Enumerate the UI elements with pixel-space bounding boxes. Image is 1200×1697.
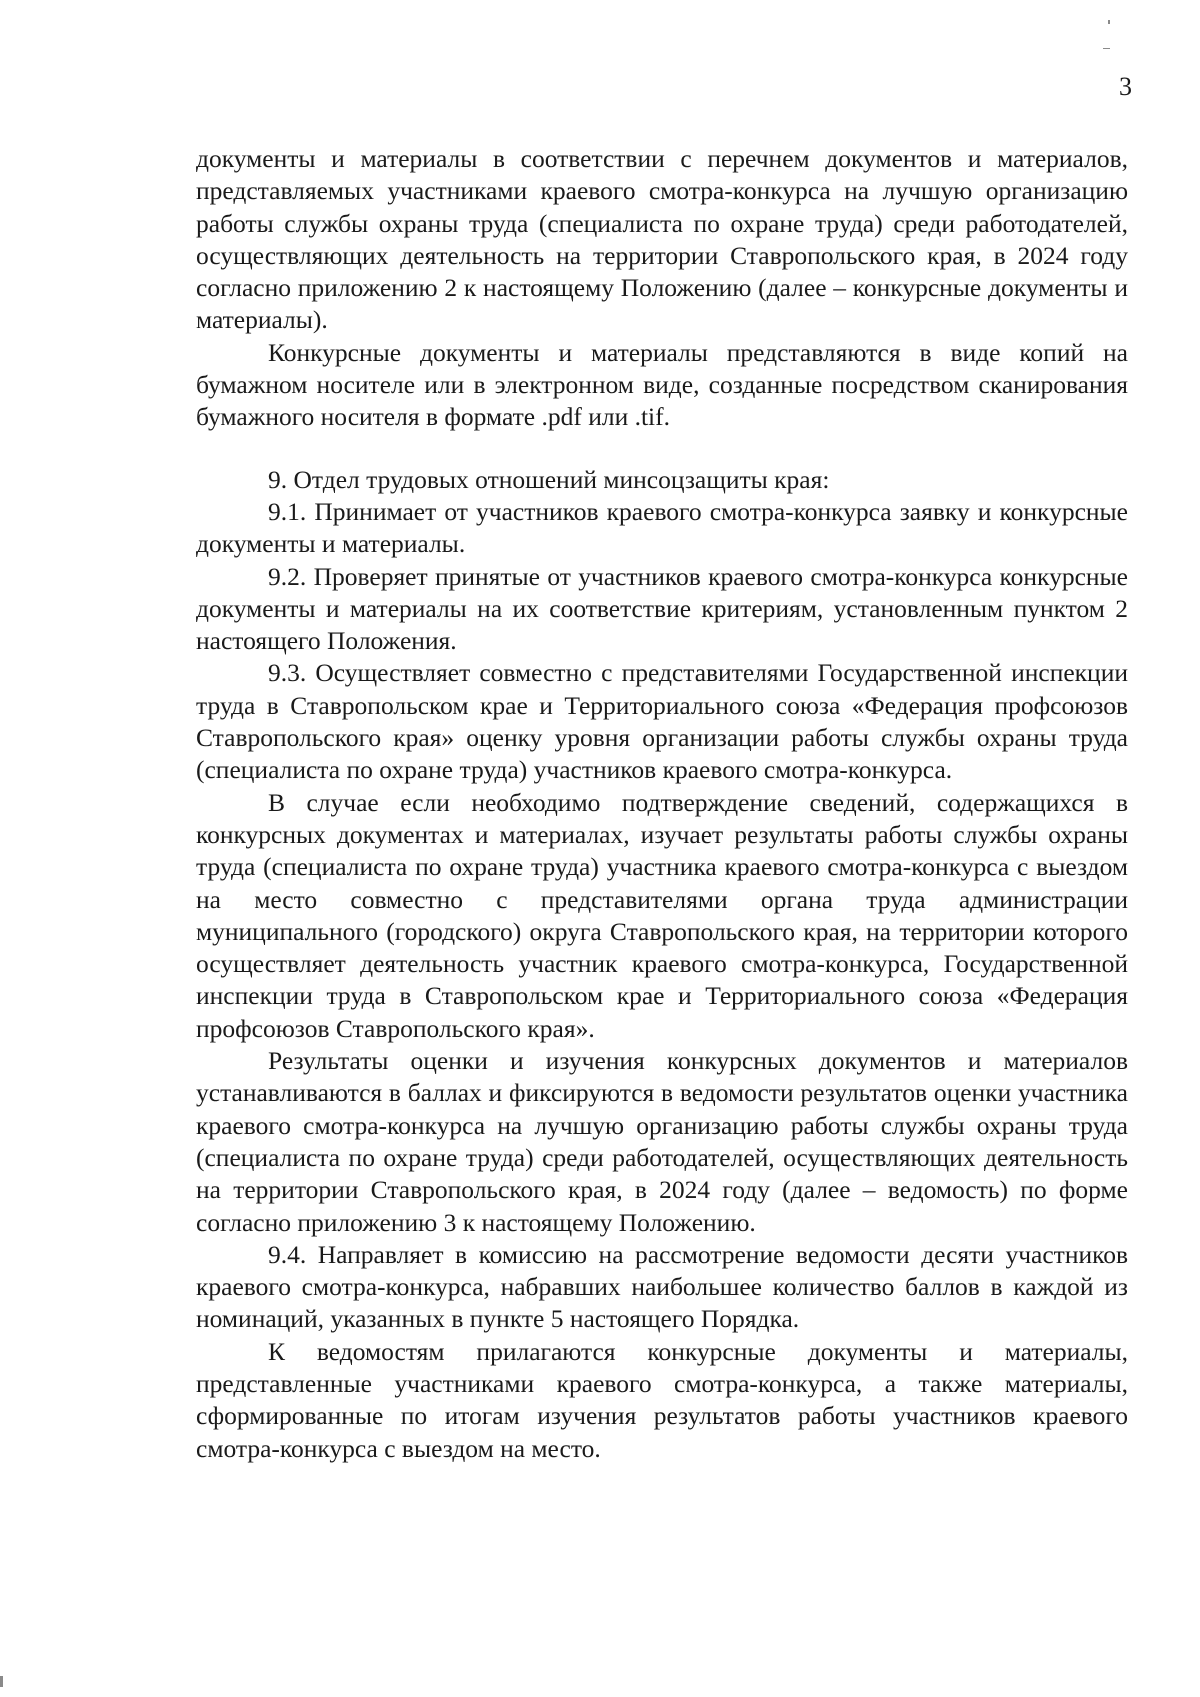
- paragraph-submission-format: Конкурсные документы и материалы представляются в виде копий на бумажном носителе или в электронном виде, созданные посредством сканирования бумажного носителя в формате .pdf или .tif.: [196, 337, 1128, 432]
- paragraph-site-visit: В случае если необходимо подтверждение сведений, содержащихся в конкурсных документах и материалах, изучает результаты работы службы охраны труда (специалиста по охране труда) участника краевого смотра-конкурса с выездом на место совместно с представителями органа труда администрации муниципального (городского) округа Ставропольского края, на территории которого осуществляет деятельность участник краевого смотра-конкурса, Государственной инспекции труда в Ставропольском крае и Территориального союза «Федерация профсоюзов Ставропольского края».: [196, 787, 1128, 1043]
- scan-speck: [1108, 20, 1110, 24]
- scan-speck: [1103, 48, 1110, 49]
- paragraph-9-2: 9.2. Проверяет принятые от участников краевого смотра-конкурса конкурсные документы и материалы на их соответствие критериям, установленным пунктом 2 настоящего Положения.: [196, 561, 1128, 656]
- paragraph-9-1: 9.1. Принимает от участников краевого смотра-конкурса заявку и конкурсные документы и материалы.: [196, 496, 1128, 559]
- paragraph-continuation: документы и материалы в соответствии с перечнем документов и материалов, представляемых участниками краевого смотра-конкурса на лучшую организацию работы службы охраны труда (специалиста по охране труда) среди работодателей, осуществляющих деятельность на территории Ставропольского края, в 2024 году согласно приложению 2 к настоящему Положению (далее – конкурсные документы и материалы).: [196, 144, 1128, 335]
- paragraph-attachments: К ведомостям прилагаются конкурсные документы и материалы, представленные участниками краевого смотра-конкурса, а также материалы, сформированные по итогам изучения результатов работы участников краевого смотра-конкурса с выездом на место.: [196, 1336, 1128, 1463]
- page-number: 3: [1119, 72, 1132, 101]
- paragraph-9-4: 9.4. Направляет в комиссию на рассмотрение ведомости десяти участников краевого смотра-конкурса, набравших наибольшее количество баллов в каждой из номинаций, указанных в пункте 5 настоящего Порядка.: [196, 1239, 1128, 1334]
- paragraph-section-9-heading: 9. Отдел трудовых отношений минсоцзащиты края:: [268, 464, 830, 494]
- document-body: [196, 143, 1128, 1465]
- scan-speck: [0, 1676, 3, 1687]
- paragraph-scoring: Результаты оценки и изучения конкурсных документов и материалов устанавливаются в баллах и фиксируются в ведомости результатов оценки участника краевого смотра-конкурса на лучшую организацию работы службы охраны труда (специалиста по охране труда) среди работодателей, осуществляющих деятельность на территории Ставропольского края, в 2024 году (далее – ведомость) по форме согласно приложению 3 к настоящему Положению.: [196, 1046, 1128, 1237]
- paragraph-9-3: 9.3. Осуществляет совместно с представителями Государственной инспекции труда в Ставропольском крае и Территориального союза «Федерация профсоюзов Ставропольского края» оценку уровня организации работы службы охраны труда (специалиста по охране труда) участников краевого смотра-конкурса.: [196, 658, 1128, 785]
